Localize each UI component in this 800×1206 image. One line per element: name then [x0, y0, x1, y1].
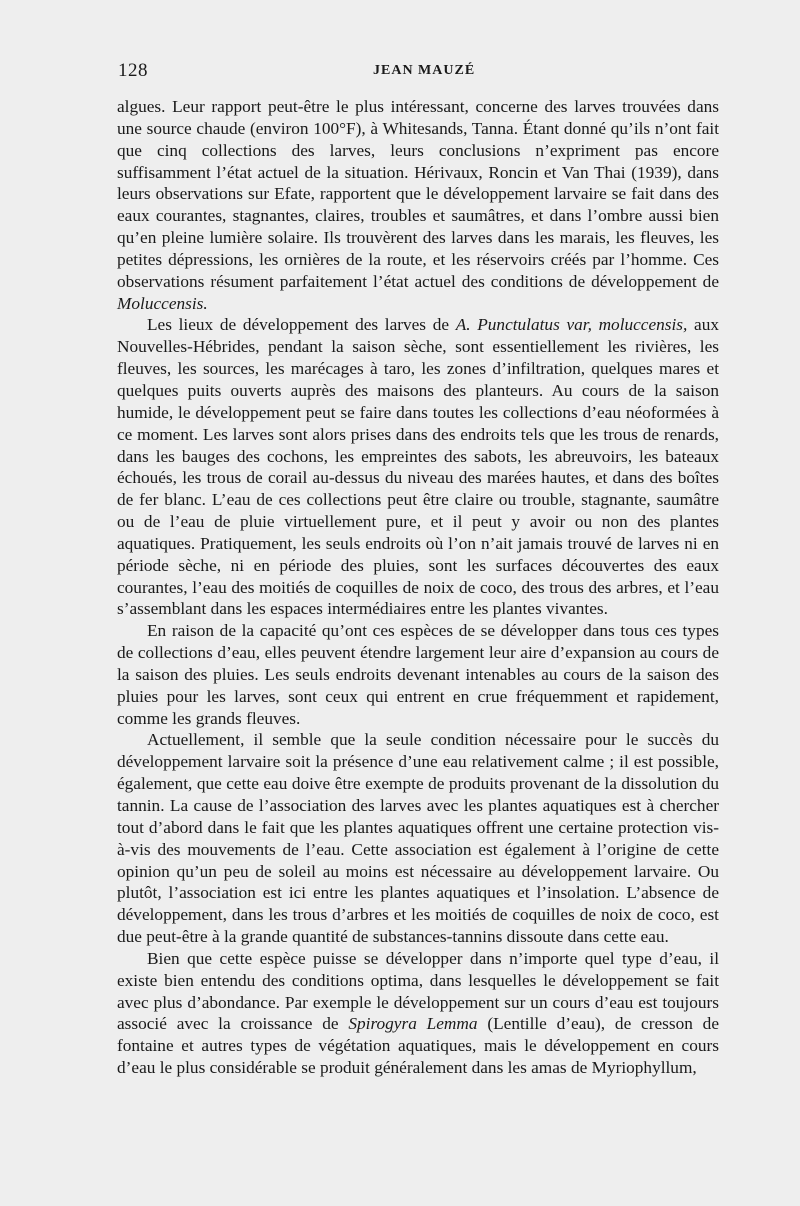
text-run: aux Nouvelles-Hébrides, pendant la saison sèche, sont essentiellement les rivières, les fleuves, les sources, les marécages à taro, les zones d’infiltration, quelques mares et quelques puits ouverts auprès des maisons des planteurs. Au cours de la saison humide, le développement peut se faire dans toutes les collections d’eau néoformées à ce moment. Les larves sont alors prises dans des endroits tels que les trous de renards, dans les bauges des cochons, les empreintes des sabots, les abreuvoirs, les bateaux échoués, les trous de corail au-dessus du niveau des marées hautes, et dans des boîtes de fer blanc. L’eau de ces collections peut être claire ou trouble, stagnante, saumâtre ou de l’eau de pluie virtuellement pure, et il peut y avoir ou non des plantes aquatiques. Pratiquement, les seuls endroits où l’on n’ait jamais trouvé de larves ni en période sèche, ni en période des pluies, sont les surfaces découvertes des eaux courantes, l’eau des moitiés de coquilles de noix de coco, des trous des arbres, et l’eau s’assemblant dans les espaces intermédiaires entre les plantes vivantes.: [117, 315, 719, 619]
italic-text-run: Spirogyra Lemma: [348, 1014, 478, 1034]
paragraph: [117, 729, 719, 947]
paragraph: [117, 620, 719, 729]
running-head: JEAN MAUZÉ: [373, 63, 476, 78]
paragraph: [117, 96, 719, 314]
text-run: Bien que cette espèce puisse se développer dans n’importe quel type d’eau, il existe bien entendu des conditions optima, dans lesquelles le développement se fait avec plus d’abondance. Par exemple le développement sur un cours d’eau est toujours associé avec la croissance de: [117, 948, 719, 1034]
paragraph: [117, 314, 719, 620]
text-run: Les lieux de développement des larves de: [147, 315, 456, 335]
page-header: [118, 60, 718, 84]
text-run: Actuellement, il semble que la seule condition nécessaire pour le succès du développement larvaire soit la présence d’une eau relativement calme ; il est possible, également, que cette eau doive être exempte de produits provenant de la dissolution du tannin. La cause de l’association des larves avec les plantes aquatiques est à chercher tout d’abord dans le fait que les plantes aquatiques offrent une certaine protection vis-à-vis des mouvements de l’eau. Cette association est également à l’origine de cette opinion qu’un peu de soleil au moins est nécessaire au développement larvaire. Ou plutôt, l’association est ici entre les plantes aquatiques et l’insolation. L’absence de développement, dans les trous d’arbres et les moitiés de coquilles de noix de coco, est due peut-être à la grande quantité de substances-tannins dissoute dans cette eau.: [117, 730, 719, 947]
text-run: (Lentille d’eau), de cresson de fontaine et autres types de végétation aquatiques, mais le développement en cours d’eau le plus considérable se produit généralement dans les amas de Myriophyllum,: [117, 1014, 719, 1078]
italic-text-run: A. Punctulatus var, moluccensis,: [455, 315, 688, 335]
italic-text-run: Moluccensis.: [117, 293, 208, 313]
text-run: En raison de la capacité qu’ont ces espèces de se développer dans tous ces types de collections d’eau, elles peuvent étendre largement leur aire d’expansion au cours de la saison des pluies. Les seuls endroits devenant intenables au cours de la saison des pluies pour les larves, sont ceux qui entrent en crue fréquemment et rapidement, comme les grands fleuves.: [117, 621, 719, 728]
page-number: 128: [118, 60, 148, 81]
text-run: algues. Leur rapport peut-être le plus intéressant, concerne des larves trouvées dans une source chaude (environ 100°F), à Whitesands, Tanna. Étant donné qu’ils n’ont fait que cinq collections des larves, leurs conclusions n’expriment pas encore suffisamment l’état actuel de la situation. Hérivaux, Roncin et Van Thai (1939), dans leurs observations sur Efate, rapportent que le développement larvaire se fait dans des eaux courantes, stagnantes, claires, troubles et saumâtres, et dans l’ombre aussi bien qu’en pleine lumière solaire. Ils trouvèrent des larves dans les marais, les fleuves, les petites dépressions, les ornières de la route, et les réservoirs créés par l’homme. Ces observations résument parfaitement l’état actuel des conditions de développement de: [117, 97, 719, 291]
paragraph: [117, 948, 719, 1079]
body-text: [117, 96, 719, 1079]
